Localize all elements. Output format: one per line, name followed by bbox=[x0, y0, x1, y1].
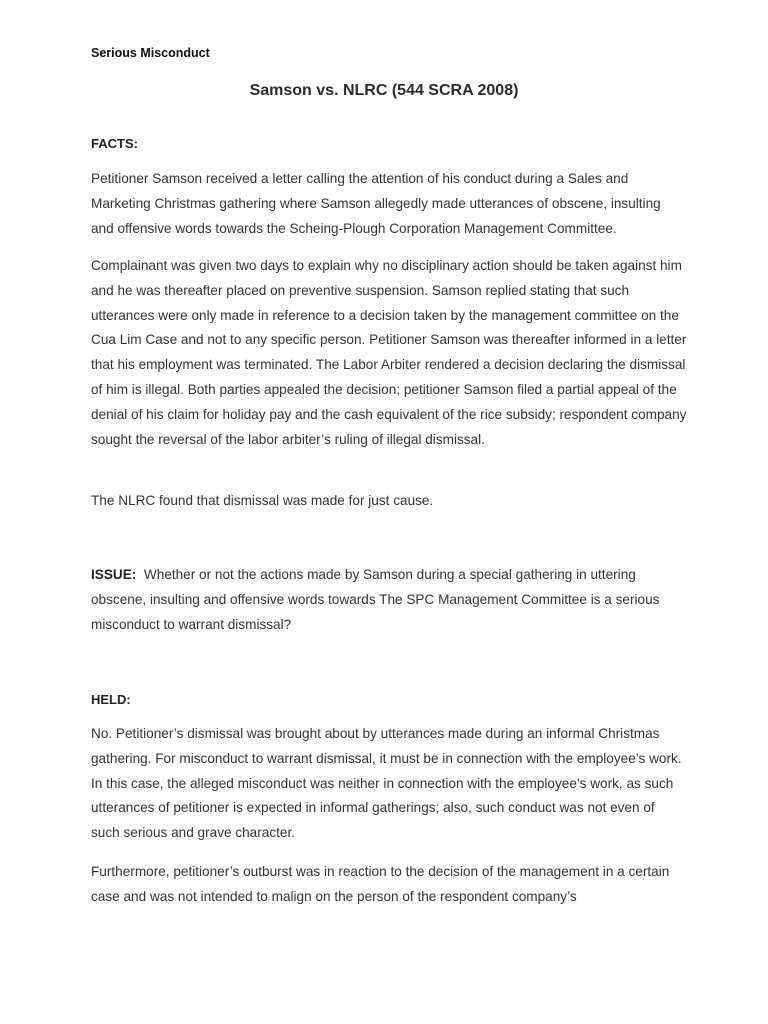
issue-paragraph bbox=[91, 563, 687, 637]
facts-heading: FACTS: bbox=[91, 136, 138, 151]
case-title: Samson vs. NLRC (544 SCRA 2008) bbox=[249, 82, 519, 99]
facts-paragraph-1: Petitioner Samson received a letter calling the attention of his conduct during a Sales and Marketing Christmas gathering where Samson allegedly made utterances of obscene, insulting and offensive words towards the Scheing-Plough Corporation Management Committee. bbox=[91, 171, 661, 236]
held-heading: HELD: bbox=[91, 692, 131, 707]
page-header: Serious Misconduct bbox=[91, 46, 210, 60]
issue-heading: ISSUE: bbox=[91, 567, 137, 582]
facts-paragraph-3: The NLRC found that dismissal was made for just cause. bbox=[91, 493, 434, 508]
facts-paragraph-2: Complainant was given two days to explain why no disciplinary action should be taken against him and he was thereafter placed on preventive suspension. Samson replied stating that such utterances were only made in reference to a decision taken by the management committee on the Cua Lim Case and not to any specific person. Petitioner Samson was thereafter informed in a letter that his employment was terminated. The Labor Arbiter rendered a decision declaring the dismissal of him is illegal. Both parties appealed the decision; petitioner Samson filed a partial appeal of the denial of his claim for holiday pay and the cash equivalent of the rice subsidy; respondent company sought the reversal of the labor arbiter’s ruling of illegal dismissal. bbox=[91, 258, 687, 447]
held-paragraph-1: No. Petitioner’s dismissal was brought about by utterances made during an informal Christmas gathering. For misconduct to warrant dismissal, it must be in connection with the employee’s work. In this case, the alleged misconduct was neither in connection with the employee’s work, as such utterances of petitioner is expected in informal gatherings; also, such conduct was not even of such serious and grave character. bbox=[91, 726, 682, 841]
issue-text: Whether or not the actions made by Samson during a special gathering in uttering obscene, insulting and offensive words towards The SPC Management Committee is a serious misconduct to warrant dismissal? bbox=[91, 567, 660, 632]
held-paragraph-2: Furthermore, petitioner’s outburst was in reaction to the decision of the management in a certain case and was not intended to malign on the person of the respondent company’s bbox=[91, 864, 670, 904]
